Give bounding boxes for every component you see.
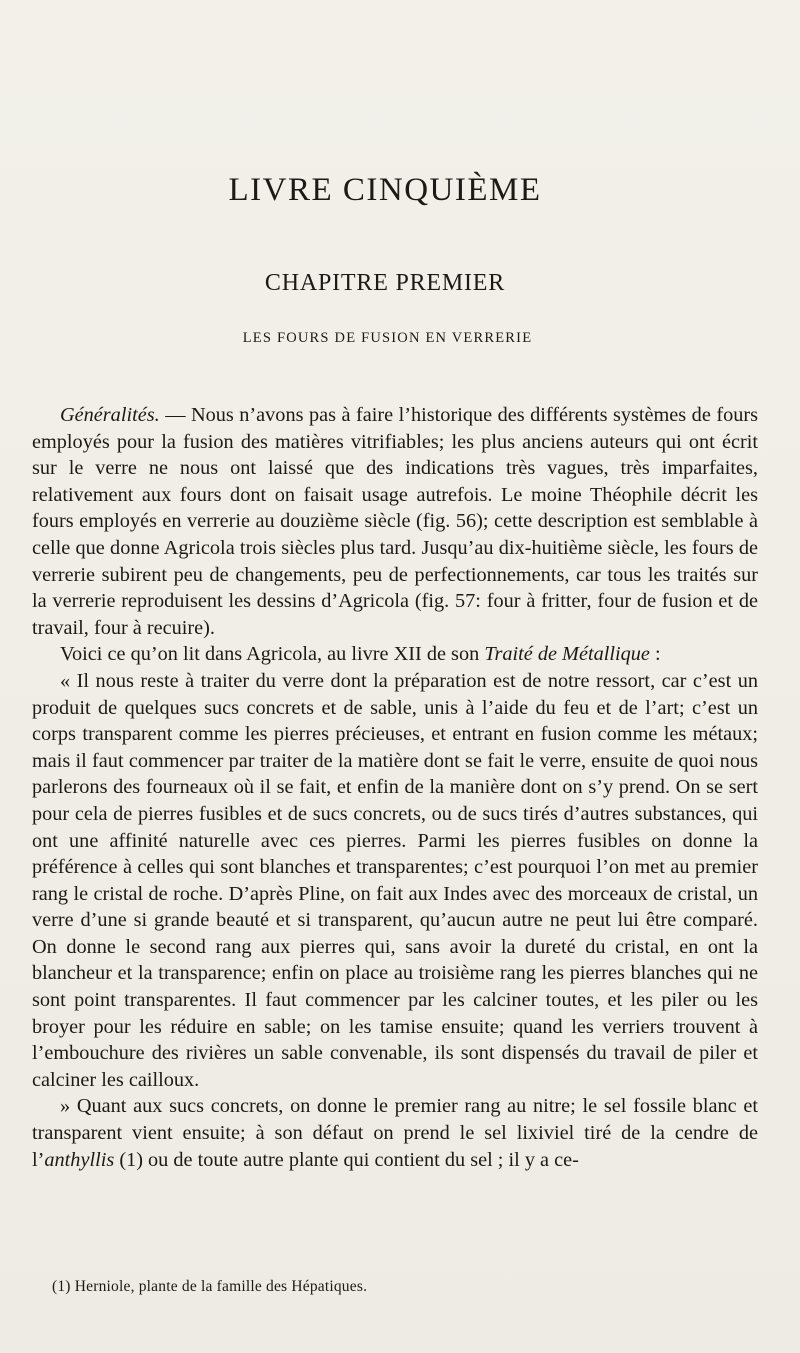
- paragraph-text: :: [649, 643, 661, 666]
- section-title: LES FOURS DE FUSION EN VERRERIE: [242, 330, 533, 346]
- paragraph-text: — Nous n’avons pas à faire l’historique des différents systèmes de fours employés pour la fusion des matières vitrifiables; les plus anciens auteurs qui ont écrit sur le verre ne nous ont laissé que des indications très vagues, très imparfaites, relativement aux fours dont on faisait usage autrefois. Le moine Théophile décrit les fours employés en verrerie au douzième siècle (fig. 56); cette description est semblable à celle que donne Agricola trois siècles plus tard. Jusqu’au dix-huitième siècle, les fours de verrerie subirent peu de changements, peu de perfectionnements, car tous les traités sur la verrerie reproduisent les dessins d’Agricola (fig. 57: four à fritter, four de fusion et de travail, four à recuire).: [32, 404, 758, 639]
- paragraph-agricola-intro: [32, 641, 758, 668]
- plant-name: anthyllis: [44, 1148, 115, 1171]
- paragraph-generalites: [32, 402, 758, 641]
- paragraph-quotation: [32, 668, 758, 1094]
- chapter-title: CHAPITRE PREMIER: [264, 270, 506, 296]
- paragraph-sucs-concrets: [32, 1093, 758, 1173]
- book-title: LIVRE CINQUIÈME: [228, 172, 542, 208]
- work-title: Traité de Métallique: [484, 643, 650, 666]
- paragraph-lead: Généralités.: [60, 404, 160, 426]
- paragraph-text: (1) ou de toute autre plante qui contient du sel ; il y a ce-: [114, 1148, 579, 1171]
- paragraph-text: « Il nous reste à traiter du verre dont la préparation est de notre ressort, car c’est un produit de quelques sucs concrets et de sable, unis à l’aide du feu et de l’art; c’est un corps transparent comme les pierres précieuses, et entrant en fusion comme les métaux; mais il faut commencer par traiter de la matière dont se fait le verre, ensuite de quoi nous parlerons des fourneaux où il se fait, et enfin de la manière dont on s’y prend. On se sert pour cela de pierres fusibles et de sucs concrets, ou de sucs tirés d’autres substances, qui ont une affinité naturelle avec ces pierres. Parmi les pierres fusibles on donne la préférence à celles qui sont blanches et transparentes; c’est pourquoi l’on met au premier rang le cristal de roche. D’après Pline, on fait aux Indes avec des morceaux de cristal, un verre d’une si grande beauté et si transparent, qu’aucun autre ne peut lui être comparé. On donne le second rang aux pierres qui, sans avoir la dureté du cristal, en ont la blancheur et la transparence; enfin on place au troisième rang les pierres blanches qui ne sont point transparentes. Il faut commencer par les calciner toutes, et les piler ou les broyer pour les réduire en sable; on les tamise ensuite; quand les verriers trouvent à l’embouchure des rivières un sable convenable, ils sont dispensés du travail de piler et calciner les cailloux.: [32, 669, 758, 1091]
- body-text: [32, 402, 758, 1173]
- paragraph-text: » Quant aux sucs concrets, on donne le premier rang au nitre; le sel fossile blanc et transparent vient ensuite; à son défaut on prend le sel lixiviel tiré de la cendre de l’: [32, 1095, 758, 1171]
- footnote: (1) Herniole, plante de la famille des Hépatiques.: [52, 1278, 368, 1295]
- paragraph-text: Voici ce qu’on lit dans Agricola, au livre XII de son: [60, 643, 485, 666]
